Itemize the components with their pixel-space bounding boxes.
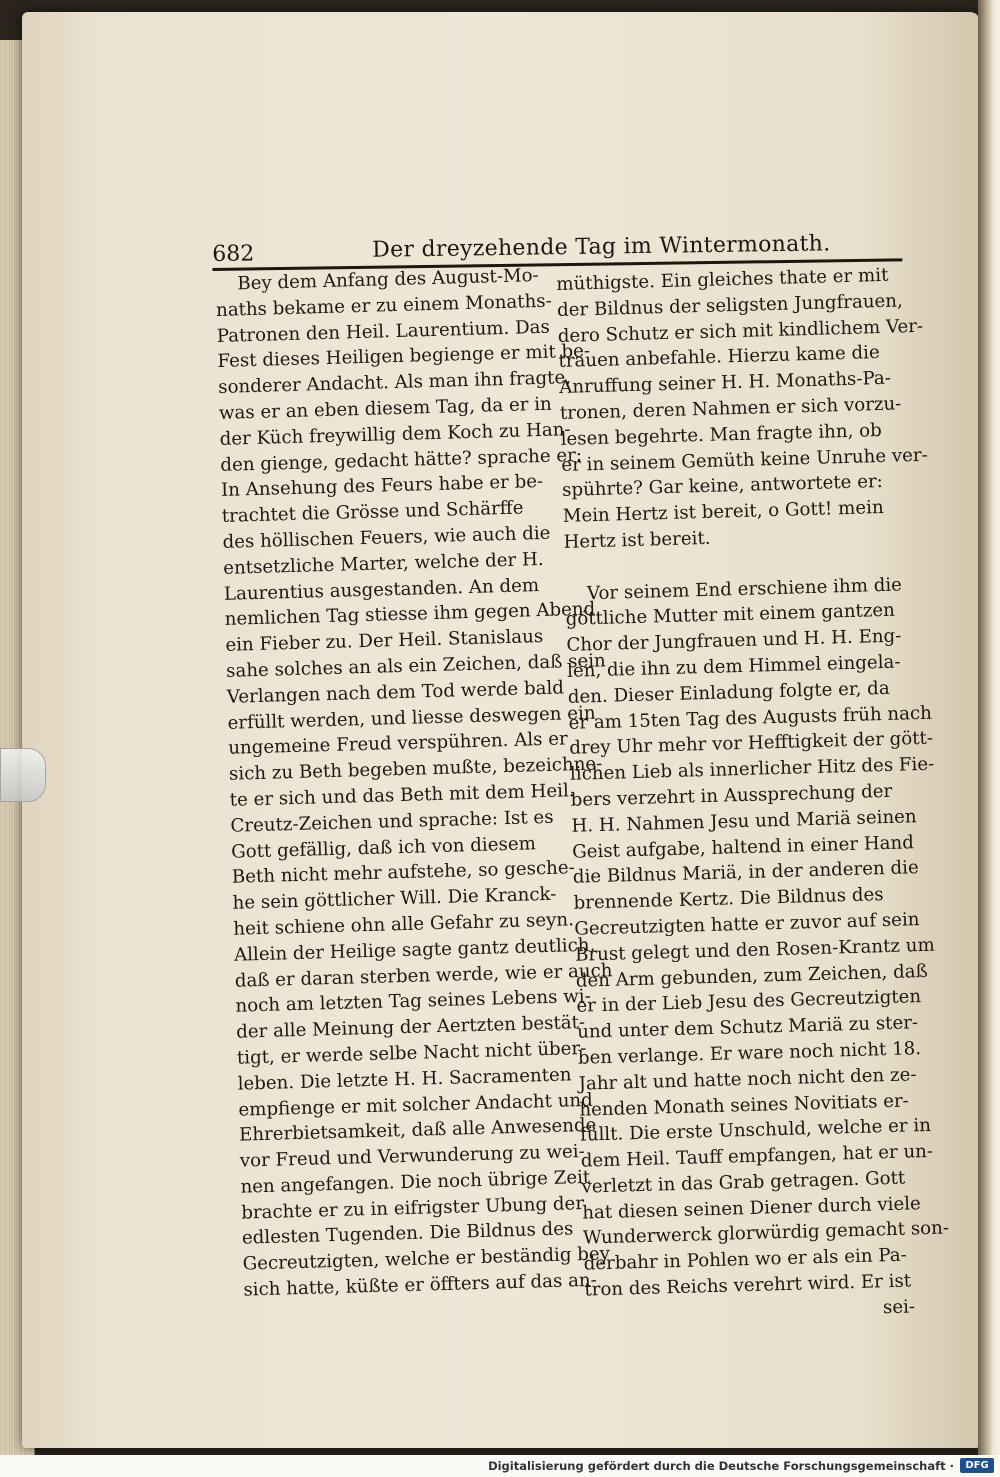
right-text-column xyxy=(556,263,950,1329)
text-line: tigt, er werde selbe Nacht nicht über- xyxy=(236,1037,587,1069)
text-line: den Arm gebunden, zum Zeichen, daß xyxy=(575,960,928,992)
text-line: sonderer Andacht. Als man ihn fragte, xyxy=(217,367,572,399)
text-line: dero Schutz er sich mit kindlichem Ver- xyxy=(557,315,924,347)
text-line: tron des Reichs verehrt wird. Er ist xyxy=(584,1270,912,1301)
text-line: noch am letzten Tag seines Lebens wi- xyxy=(235,986,592,1018)
text-line: Wunderwerck glorwürdig gemacht son- xyxy=(582,1217,950,1250)
footer-credit: Digitalisierung gefördert durch die Deutsche Forschungsgemeinschaft · xyxy=(488,1459,954,1473)
text-line: Fest dieses Heiligen begienge er mit be- xyxy=(217,340,591,373)
text-line: Hertz ist bereit. xyxy=(563,527,711,553)
text-line: te er sich und das Beth mit dem Heil. xyxy=(229,780,575,811)
left-text-column xyxy=(215,263,613,1304)
text-line: der Bildnus der seligsten Jungfrauen, xyxy=(556,290,904,321)
dfg-logo: DFG xyxy=(960,1458,994,1473)
text-line: er in der Lieb Jesu des Gecreutzigten xyxy=(576,986,922,1018)
text-line: den. Dieser Einladung folgte er, da xyxy=(567,677,890,708)
text-line: he sein göttlicher Will. Die Kranck- xyxy=(232,883,557,914)
text-line: Beth nicht mehr aufstehe, so gesche- xyxy=(231,857,576,889)
text-line: Creutz-Zeichen und sprache: Ist es xyxy=(230,806,554,837)
text-line: Vor seinem End erschiene ihm die xyxy=(586,574,903,604)
text-line: sich zu Beth begeben mußte, bezeichne- xyxy=(228,753,603,785)
footer-bar xyxy=(0,1455,1000,1477)
text-line: der Küch freywillig dem Koch zu Han- xyxy=(219,418,571,450)
page-clip xyxy=(0,748,46,802)
text-line: heit schiene ohn alle Gefahr zu seyn. xyxy=(233,909,575,940)
facing-page-edge xyxy=(978,0,1000,1455)
text-line: lesen begehrte. Man fragte ihn, ob xyxy=(560,419,882,450)
page-number: 682 xyxy=(212,241,255,267)
text-line: lichen Lieb als innerlicher Hitz des Fie- xyxy=(569,753,935,785)
text-line: müthigste. Ein gleiches thate er mit xyxy=(556,264,889,295)
text-line: ungemeine Freud verspühren. Als er xyxy=(228,728,569,760)
text-line: füllt. Die erste Unschuld, welche er in xyxy=(579,1115,932,1146)
text-line: daß er daran sterben werde, wie er auch xyxy=(234,959,613,992)
text-line: len, die ihn zu dem Himmel eingela- xyxy=(566,651,901,682)
text-line: drey Uhr mehr vor Hefftigkeit der gött- xyxy=(569,728,934,760)
text-line: trachtet die Grösse und Schärffe xyxy=(221,497,524,528)
text-line: nen angefangen. Die noch übrige Zeit xyxy=(240,1166,591,1198)
text-line: ben verlange. Er ware noch nicht 18. xyxy=(577,1038,922,1069)
text-line: er in seinem Gemüth keine Unruhe ver- xyxy=(561,444,929,476)
text-line: Gecreutzigten hatte er zuvor auf sein xyxy=(574,909,920,940)
text-line: Anruffung seiner H. H. Monaths-Pa- xyxy=(558,367,892,399)
text-line: brachte er zu in eifrigster Ubung der xyxy=(240,1192,585,1224)
text-line: leben. Die letzte H. H. Sacramenten xyxy=(237,1064,572,1095)
text-line: Bey dem Anfang des August-Mo- xyxy=(237,264,539,295)
text-line: göttliche Mutter mit einem gantzen xyxy=(565,600,896,631)
text-line: Gott gefällig, daß ich von diesem xyxy=(230,832,537,863)
text-line: naths bekame er zu einem Monaths- xyxy=(215,290,553,321)
text-line: der alle Meinung der Aertzten bestät- xyxy=(235,1012,586,1043)
text-line: den gienge, gedacht hätte? sprache er: xyxy=(220,444,583,476)
text-line: des höllischen Feuers, wie auch die xyxy=(222,522,551,553)
text-line: Gecreutzigten, welche er beständig bey xyxy=(242,1243,611,1275)
text-line: Ehrerbietsamkeit, daß alle Anwesende xyxy=(238,1114,597,1146)
text-line: sich hatte, küßte er öffters auf das an- xyxy=(243,1269,598,1301)
text-line: brennende Kertz. Die Bildnus des xyxy=(573,884,884,914)
text-line: Brust gelegt und den Rosen-Krantz um xyxy=(574,934,935,966)
text-line: hat diesen seinen Diener durch viele xyxy=(581,1192,922,1224)
text-line: Patronen den Heil. Laurentium. Das xyxy=(216,316,551,347)
text-line: H. H. Nahmen Jesu und Mariä seinen xyxy=(571,805,917,837)
text-line: er am 15ten Tag des Augusts früh nach xyxy=(568,702,933,734)
text-line: Geist aufgabe, haltend in einer Hand xyxy=(571,831,915,863)
text-line: entsetzliche Marter, welche der H. xyxy=(222,548,544,579)
text-line: Verlangen nach dem Tod werde bald xyxy=(226,677,565,708)
text-line: sei- xyxy=(882,1296,916,1319)
text-line: Jahr alt und hatte noch nicht den ze- xyxy=(578,1063,917,1095)
text-line: trauen anbefahle. Hierzu kame die xyxy=(558,342,880,373)
text-line: Allein der Heilige sagte gantz deutlich, xyxy=(233,934,596,966)
text-line: die Bildnus Mariä, in der anderen die xyxy=(572,857,919,889)
text-line: was er an eben diesem Tag, da er in xyxy=(218,393,553,424)
text-line: und unter dem Schutz Mariä zu ster- xyxy=(576,1012,919,1043)
text-line: nemlichen Tag stiesse ihm gegen Abend xyxy=(224,598,596,631)
text-line: henden Monath seines Novitiats er- xyxy=(579,1089,910,1121)
text-line: Laurentius ausgestanden. An dem xyxy=(223,574,540,605)
text-line: bers verzehrt in Aussprechung der xyxy=(570,780,893,811)
text-line: ein Fieber zu. Der Heil. Stanislaus xyxy=(225,626,544,657)
text-line: In Ansehung des Feurs habe er be- xyxy=(220,471,544,502)
text-line: vor Freud und Verwunderung zu wei- xyxy=(239,1141,586,1172)
text-line: edlesten Tugenden. Die Bildnus des xyxy=(241,1218,574,1250)
text-line: verletzt in das Grab getragen. Gott xyxy=(581,1167,906,1198)
text-line: tronen, deren Nahmen er sich vorzu- xyxy=(559,393,902,424)
text-line: spührte? Gar keine, antwortete er: xyxy=(561,471,884,502)
text-line: dem Heil. Tauff empfangen, hat er un- xyxy=(580,1140,934,1172)
text-line: sahe solches an als ein Zeichen, daß sein xyxy=(225,650,607,682)
text-line: erfüllt werden, und liesse deswegen ein xyxy=(227,702,596,734)
text-line: Mein Hertz ist bereit, o Gott! mein xyxy=(562,497,884,528)
text-line: empfienge er mit solcher Andacht und xyxy=(238,1089,594,1121)
running-title: Der dreyzehende Tag im Wintermonath. xyxy=(372,231,831,263)
text-line: derbahr in Pohlen wo er als ein Pa- xyxy=(583,1244,908,1275)
text-line: Chor der Jungfrauen und H. H. Eng- xyxy=(566,625,902,657)
